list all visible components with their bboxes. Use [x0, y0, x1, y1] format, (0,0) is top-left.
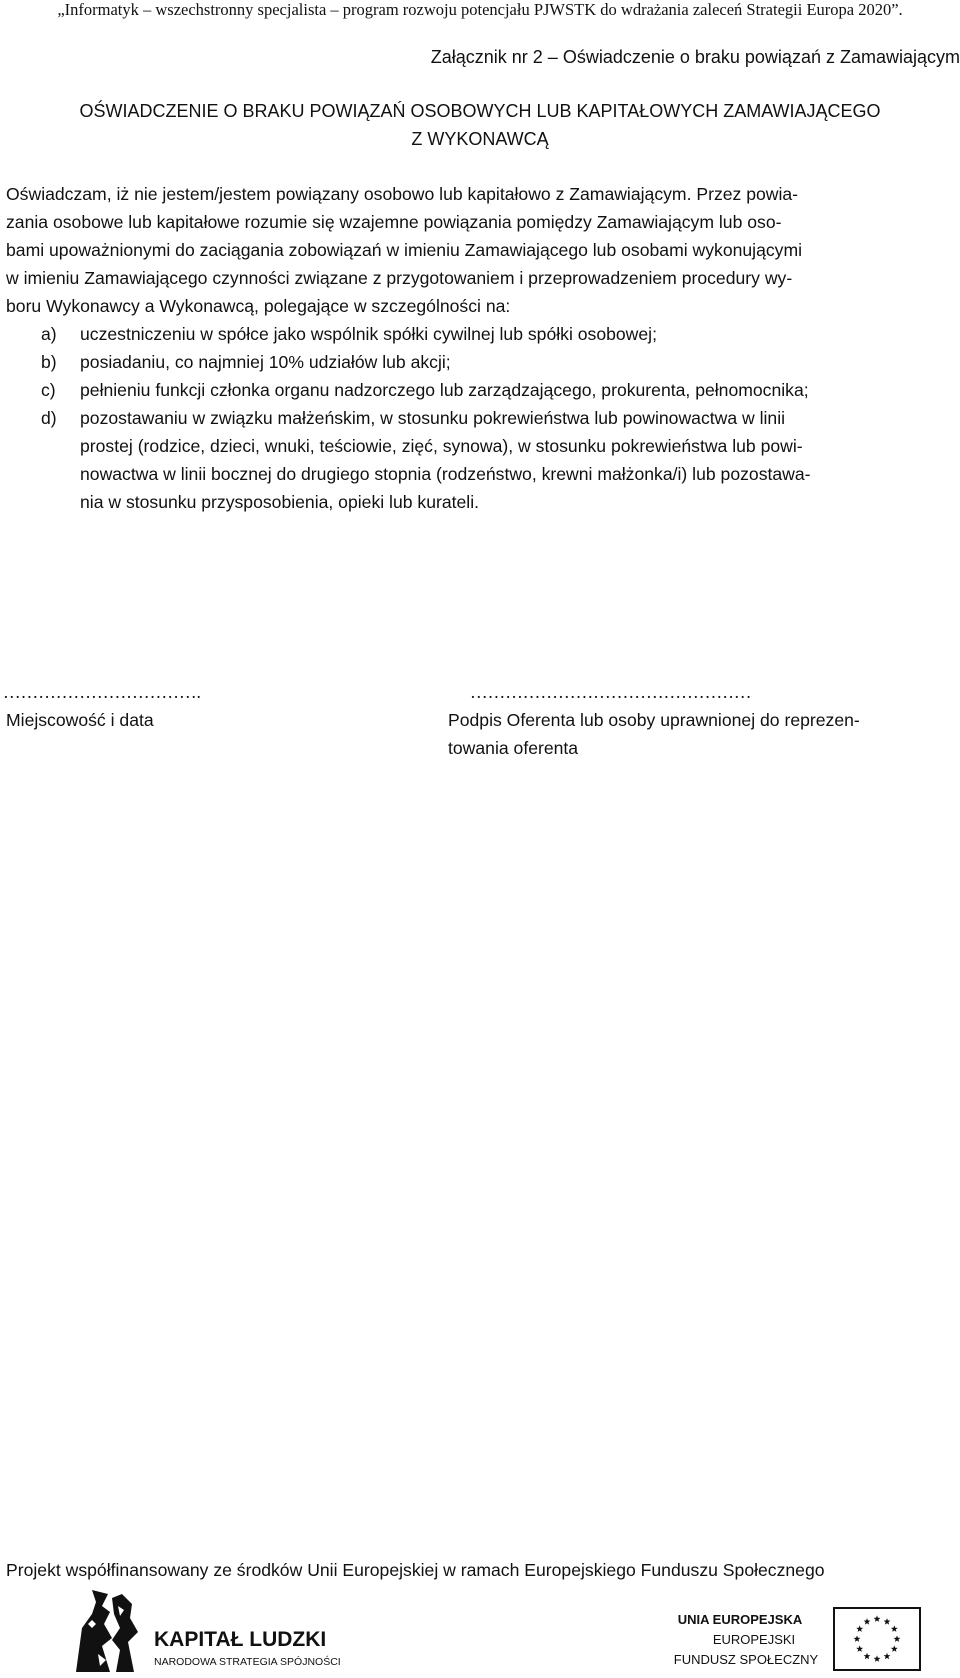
list-item-line: uczestniczeniu w spółce jako wspólnik spółki cywilnej lub spółki osobowej; [80, 324, 657, 344]
list-marker: d) [41, 408, 57, 428]
eu-flag-icon [834, 1608, 920, 1670]
paragraph-line: Oświadczam, iż nie jestem/jestem powiązany osobowo lub kapitałowo z Zamawiającym. Przez powia- [6, 184, 799, 204]
place-date-dots: ……………………………. [3, 682, 201, 702]
list-item [6, 404, 953, 516]
document-title-line-2: Z WYKONAWCĄ [411, 129, 549, 149]
list-marker: a) [41, 324, 57, 344]
kapital-ludzki-emblem-icon [76, 1590, 138, 1672]
paragraph-line: boru Wykonawcy a Wykonawcą, polegające w szczególności na: [6, 296, 511, 316]
ue-logo-line-3: FUNDUSZ SPOŁECZNY [673, 1652, 819, 1667]
paragraph-line: zania osobowe lub kapitałowe rozumie się wzajemne powiązania pomiędzy Zamawiającym lub oso- [6, 212, 782, 232]
signer-label-line-2: towania oferenta [448, 738, 579, 758]
list-item [6, 376, 953, 404]
list-marker: b) [41, 352, 57, 372]
kapital-ludzki-name: KAPITAŁ LUDZKI [154, 1628, 327, 1651]
document-title-line-1: OŚWIADCZENIE O BRAKU POWIĄZAŃ OSOBOWYCH LUB KAPITAŁOWYCH ZAMAWIAJĄCEGO [79, 101, 881, 121]
declaration-body [6, 180, 953, 516]
paragraph-line: bami upoważnionymi do zaciągania zobowiązań w imieniu Zamawiającego lub osobami wykonującymi [6, 240, 803, 260]
signature-area [0, 678, 960, 768]
relationship-list [6, 320, 953, 516]
signer-label-line-1: Podpis Oferenta lub osoby uprawnionej do reprezen- [448, 710, 860, 730]
list-item-line: prostej (rodzice, dzieci, wnuki, teściowie, zięć, synowa), w stosunku pokrewieństwa lub powi- [80, 436, 803, 456]
signature-dots: ………………………………………… [470, 682, 752, 702]
list-item-line: pozostawaniu w związku małżeńskim, w stosunku pokrewieństwa lub powinowactwa w linii [80, 408, 786, 428]
ue-logo-line-1: UNIA EUROPEJSKA [677, 1612, 803, 1627]
list-item-line: nia w stosunku przysposobienia, opieki lub kurateli. [80, 492, 480, 512]
ue-logo-line-2: EUROPEJSKI [712, 1632, 796, 1647]
kapital-ludzki-logo [72, 1584, 372, 1676]
header-project-note: „Informatyk – wszechstronny specjalista – program rozwoju potencjału PJWSTK do wdrażania zaleceń Strategii Europa 2020”. [57, 0, 903, 19]
signer-label [448, 706, 948, 762]
list-item [6, 348, 953, 376]
kapital-ludzki-subtitle: NARODOWA STRATEGIA SPÓJNOŚCI [154, 1656, 341, 1668]
list-item-line: nowactwa w linii bocznej do drugiego stopnia (rodzeństwo, krewni małżonka/i) lub pozostawa- [80, 464, 811, 484]
list-item-line: pełnieniu funkcji członka organu nadzorczego lub zarządzającego, prokurenta, pełnomocnika; [80, 380, 809, 400]
unia-europejska-logo [664, 1604, 944, 1674]
declaration-paragraph [6, 180, 953, 320]
place-date-label: Miejscowość i data [6, 710, 154, 730]
document-title [0, 97, 960, 153]
list-item-line: posiadaniu, co najmniej 10% udziałów lub akcji; [80, 352, 451, 372]
list-marker: c) [41, 380, 56, 400]
cofinancing-note: Projekt współfinansowany ze środków Unii Europejskiej w ramach Europejskiego Funduszu Społecznego [6, 1560, 825, 1580]
paragraph-line: w imieniu Zamawiającego czynności związane z przygotowaniem i przeprowadzeniem procedury wy- [6, 268, 793, 288]
annex-title: Załącznik nr 2 – Oświadczenie o braku powiązań z Zamawiającym [430, 47, 960, 67]
list-item [6, 320, 953, 348]
